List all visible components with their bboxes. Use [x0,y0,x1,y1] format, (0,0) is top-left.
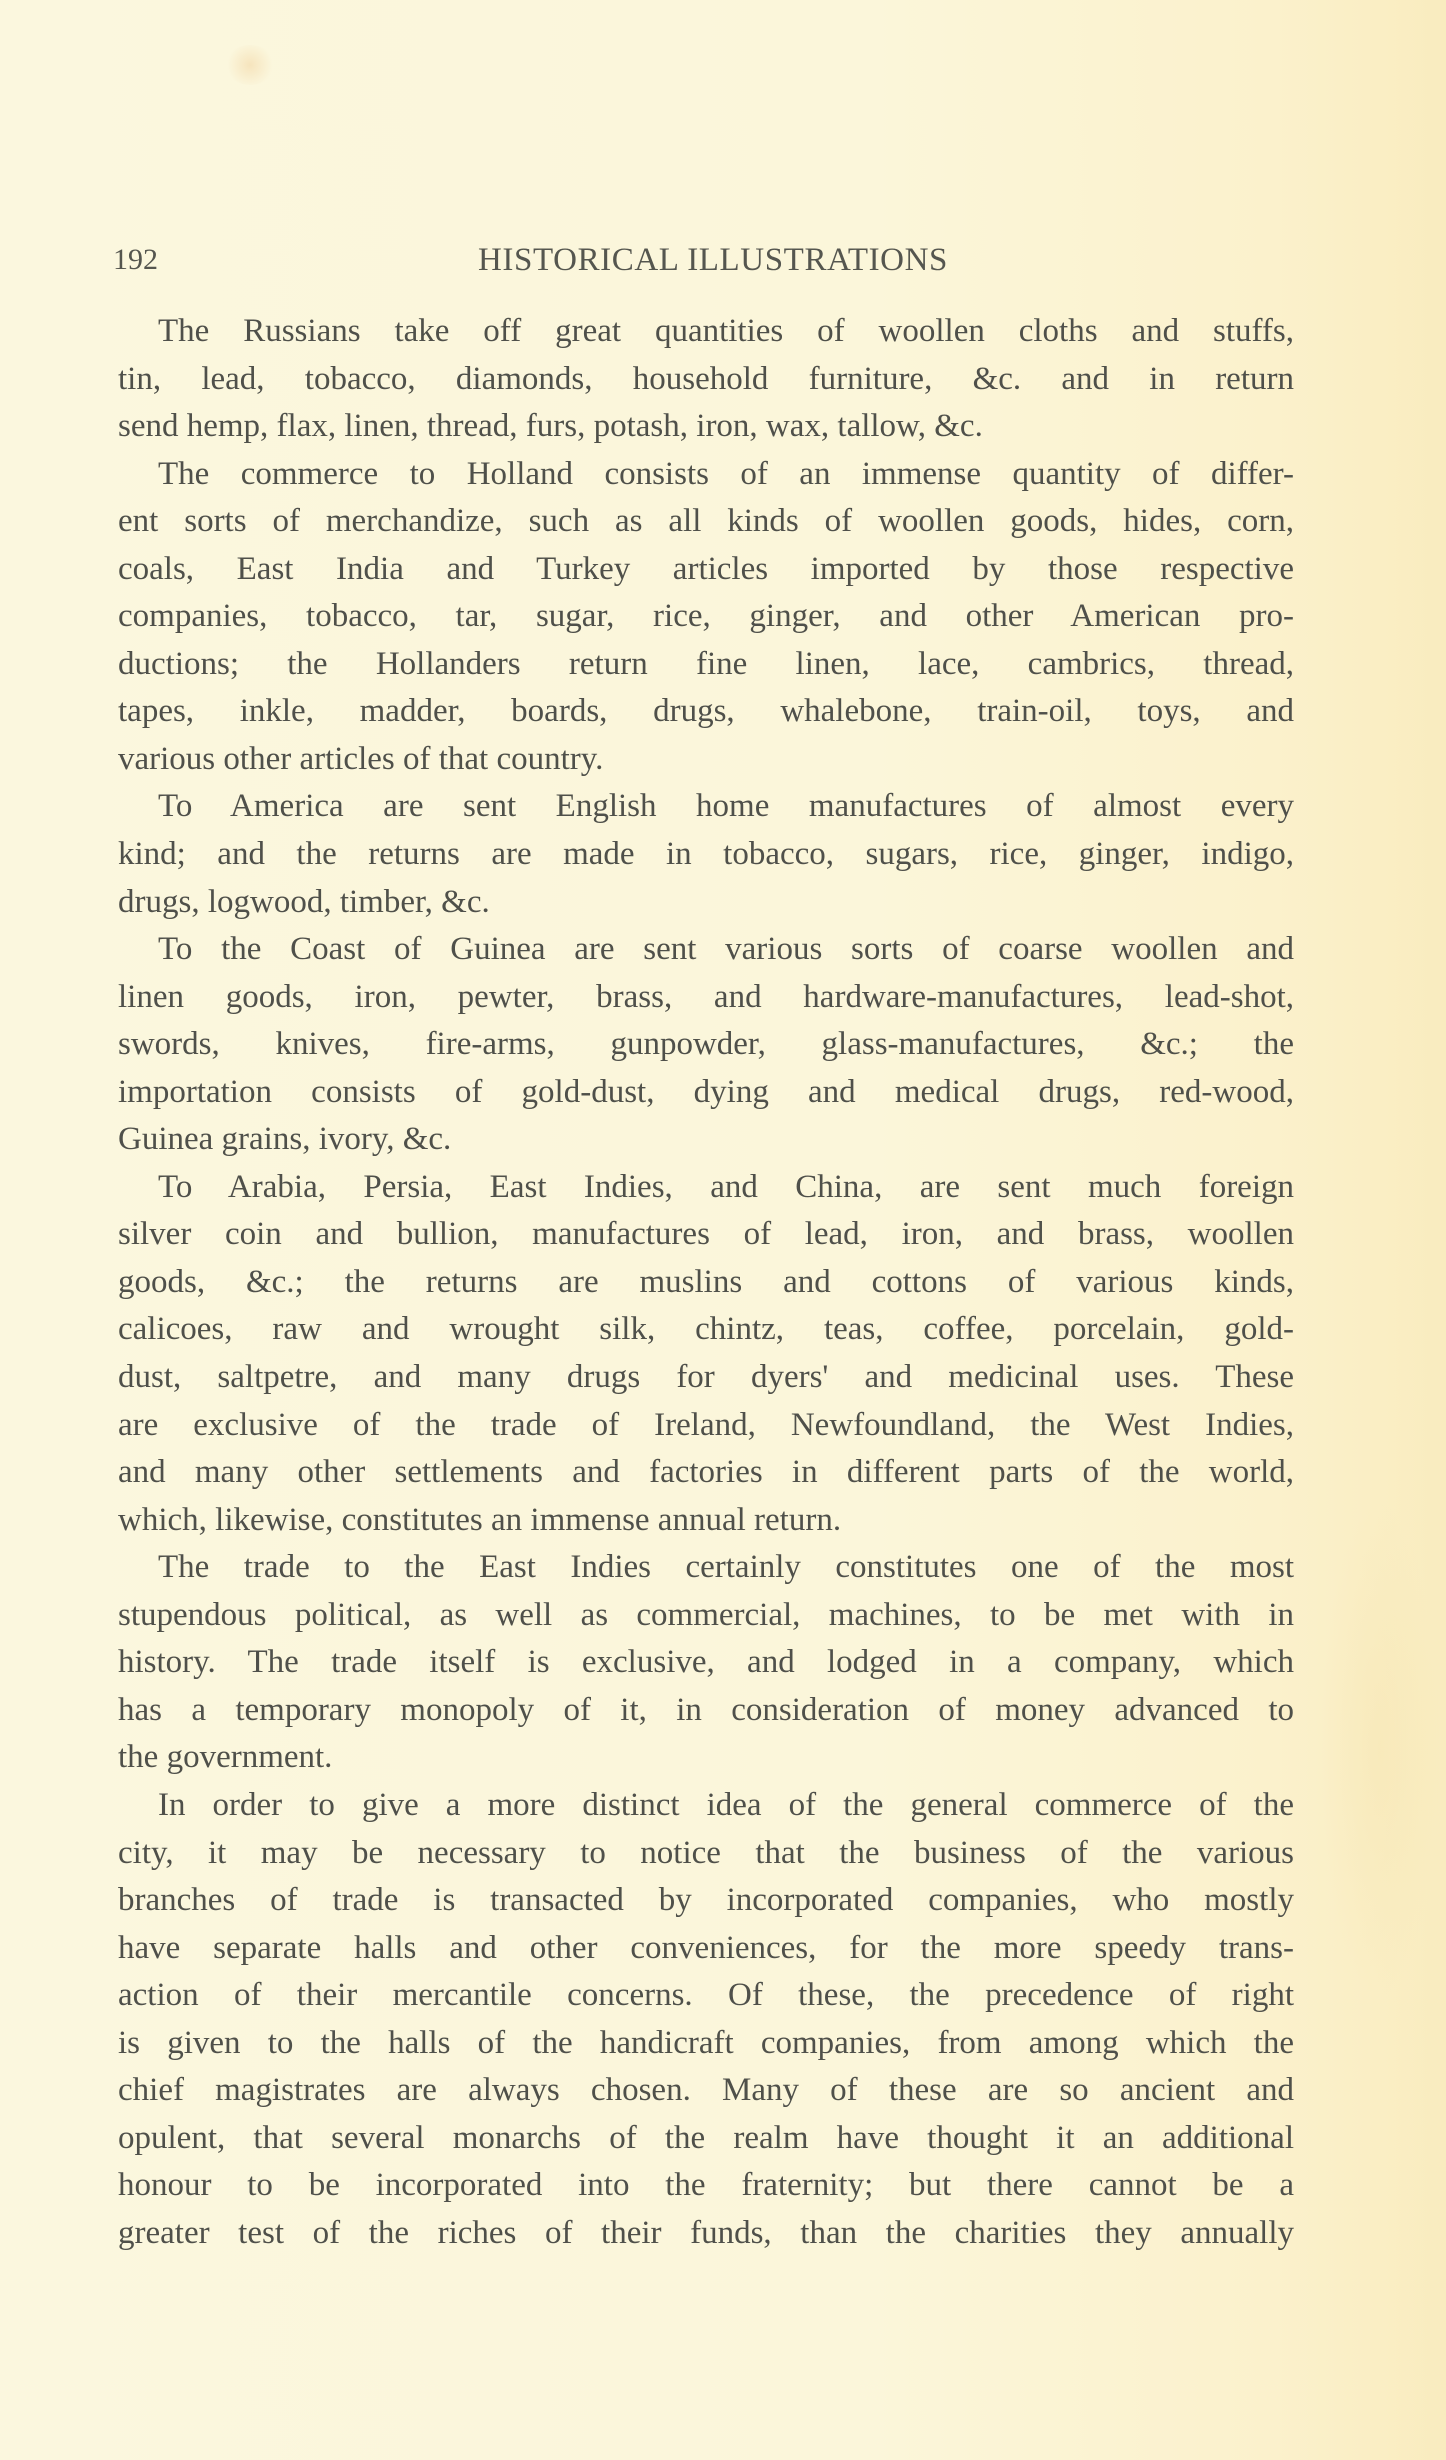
text-line: silver coin and bullion, manufactures of lead, iron, and brass, woollen [118,1216,1294,1253]
text-line: are exclusive of the trade of Ireland, Newfoundland, the West Indies, [118,1406,1294,1443]
text-line: The trade to the East Indies certainly constitutes one of the most [158,1549,1294,1586]
paragraph-guinea [118,926,1294,1164]
paragraph-companies [118,1782,1294,2257]
text-line: To Arabia, Persia, East Indies, and China, are sent much foreign [158,1168,1294,1205]
text-line: action of their mercantile concerns. Of these, the precedence of right [118,1977,1294,2014]
text-line: ductions; the Hollanders return fine linen, lace, cambrics, thread, [118,645,1294,682]
text-line: opulent, that several monarchs of the realm have thought it an additional [118,2119,1294,2156]
foxing-stain [1320,1500,1440,2000]
body-text [118,308,1294,2257]
paragraph-russians [118,308,1294,451]
text-line: and many other settlements and factories in different parts of the world, [118,1454,1294,1491]
text-line: ent sorts of merchandize, such as all kinds of woollen goods, hides, corn, [118,503,1294,540]
text-line: companies, tobacco, tar, sugar, rice, ginger, and other American pro- [118,598,1294,635]
running-title: HISTORICAL ILLUSTRATIONS [478,242,948,278]
text-line: is given to the halls of the handicraft companies, from among which the [118,2024,1294,2061]
running-head [113,240,1293,280]
text-line: To the Coast of Guinea are sent various sorts of coarse woollen and [158,931,1294,968]
text-line: various other articles of that country. [118,740,604,777]
text-line: The Russians take off great quantities of woollen cloths and stuffs, [158,313,1294,349]
text-line: honour to be incorporated into the fraternity; but there cannot be a [118,2167,1294,2204]
paragraph-holland [118,451,1294,784]
paragraph-arabia [118,1164,1294,1544]
text-line: goods, &c.; the returns are muslins and cottons of various kinds, [118,1263,1294,1300]
text-line: branches of trade is transacted by incorporated companies, who mostly [118,1882,1294,1919]
text-line: city, it may be necessary to notice that the business of the various [118,1834,1294,1871]
text-line: dust, saltpetre, and many drugs for dyers' and medicinal uses. These [118,1359,1294,1396]
text-line: tapes, inkle, madder, boards, drugs, whalebone, train-oil, toys, and [118,693,1294,730]
text-line: tin, lead, tobacco, diamonds, household furniture, &c. and in return [118,360,1294,397]
text-line: has a temporary monopoly of it, in consideration of money advanced to [118,1691,1294,1728]
foxing-stain [225,45,275,85]
text-line: calicoes, raw and wrought silk, chintz, teas, coffee, porcelain, gold- [118,1311,1294,1348]
text-line: coals, East India and Turkey articles imported by those respective [118,550,1294,587]
text-line: stupendous political, as well as commercial, machines, to be met with in [118,1596,1294,1633]
text-line: which, likewise, constitutes an immense annual return. [118,1501,842,1538]
text-line: kind; and the returns are made in tobacco, sugars, rice, ginger, indigo, [118,836,1294,873]
text-line: swords, knives, fire-arms, gunpowder, glass-manufactures, &c.; the [118,1026,1294,1063]
page-number: 192 [113,243,158,276]
paragraph-east-indies [118,1544,1294,1782]
text-line: history. The trade itself is exclusive, and lodged in a company, which [118,1644,1294,1681]
text-line: send hemp, flax, linen, thread, furs, potash, iron, wax, tallow, &c. [118,408,983,445]
text-line: greater test of the riches of their funds, than the charities they annually [118,2214,1294,2251]
text-line: the government. [118,1739,333,1776]
text-line: have separate halls and other conveniences, for the more speedy trans- [118,1929,1294,1966]
text-line: To America are sent English home manufactures of almost every [158,788,1294,825]
text-line: drugs, logwood, timber, &c. [118,883,490,920]
paragraph-america [118,783,1294,926]
text-line: chief magistrates are always chosen. Many of these are so ancient and [118,2072,1294,2109]
text-line: Guinea grains, ivory, &c. [118,1121,452,1158]
text-line: In order to give a more distinct idea of the general commerce of the [158,1786,1294,1823]
text-line: linen goods, iron, pewter, brass, and hardware-manufactures, lead-shot, [118,978,1294,1015]
text-line: The commerce to Holland consists of an immense quantity of differ- [158,455,1294,492]
text-line: importation consists of gold-dust, dying and medical drugs, red-wood, [118,1073,1294,1110]
